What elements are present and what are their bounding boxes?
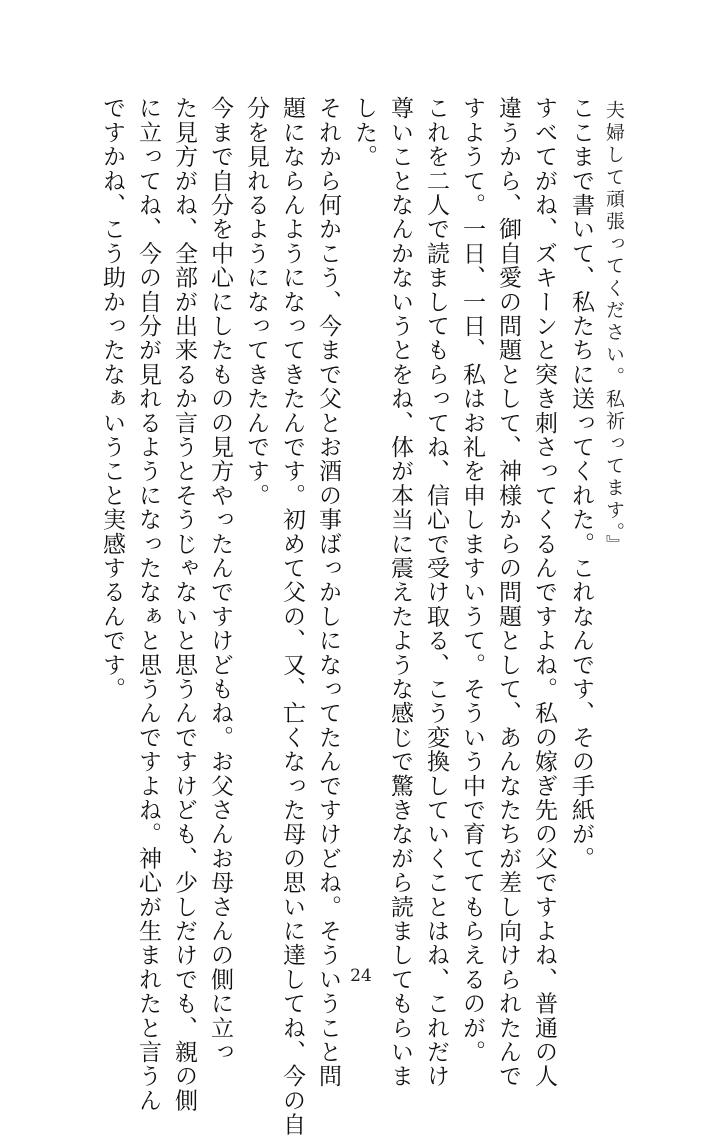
text-line-9: それから何かこう、今まで父とお酒の事ばっかしになってたんですけどね。そういうこと問: [315, 96, 341, 1089]
text-line-13: た見方がね、全部が出来るか言うとそうじゃないと思うんですけども、少しだけでも、親の側: [171, 96, 197, 1113]
text-line-4: 違うから、御自愛の問題として、神様からの問題として、あんなたちが差し向けられたんで: [495, 96, 521, 1089]
text-line-14: に立ってね、今の自分が見れるようになったなぁと思うんですよね。神心が生まれたと言うん: [135, 96, 161, 1113]
text-line-8: した。: [351, 96, 377, 169]
text-line-15: ですかね、こう助かったなぁいうこと実感するんです。: [99, 96, 125, 701]
text-line-3: すべてがね、ズキーンと突き刺さってくるんですよね。私の嫁ぎ先の父ですよね、普通の人: [531, 96, 557, 1089]
text-line-12: 今まで自分を中心にしたものの見方やったんですけどもね。お父さんお母さんの側に立っ: [207, 96, 233, 1064]
text-line-2: ここまで書いて、私たちに送ってくれた。これなんです、その手紙が。: [568, 96, 594, 871]
text-line-5: すようて。一日、一日、私はお礼を申しますいうて。そういう中で育ててもらえるのが。: [459, 96, 485, 1064]
text-line-10: 題にならんようになってきたんです。初めて父の、又、亡くなった母の思いに達してね、今の自: [279, 96, 305, 1137]
text-line-7: 尊いことなんかないうとをね、体が本当に震えたような感じで驚きながら読ましてもらいま: [387, 96, 413, 1089]
text-line-11: 分を見れるようになってきたんです。: [243, 96, 269, 508]
page-number: 24: [350, 966, 372, 986]
text-line-1: 夫婦して頑張ってください。私祈ってます。』: [603, 100, 625, 557]
text-line-6: これを二人で読ましてもらってね、信心で受け取る、こう変換していくことはね、これだけ: [423, 96, 449, 1089]
